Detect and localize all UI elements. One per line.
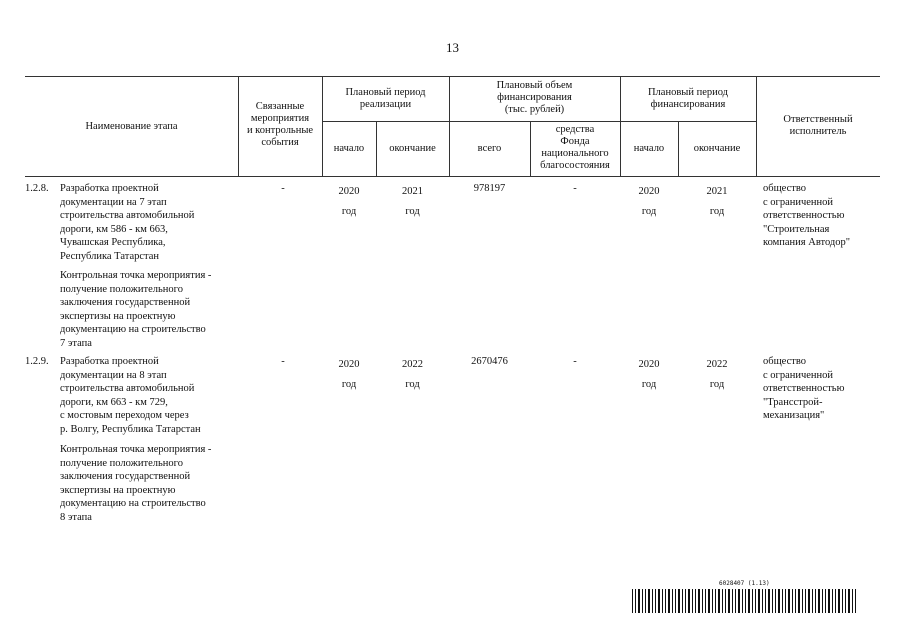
barcode-bar bbox=[652, 589, 653, 613]
header-fund-end: окончание bbox=[693, 143, 741, 154]
barcode-bar bbox=[772, 589, 773, 613]
subheader-rule-period bbox=[322, 121, 449, 122]
barcode-bar bbox=[688, 589, 690, 613]
row-fund-start-year: 2020 год bbox=[638, 186, 660, 217]
barcode-bar bbox=[712, 589, 713, 613]
row-total: 2670476 bbox=[471, 356, 508, 367]
barcode-bar bbox=[692, 589, 693, 613]
barcode-bar bbox=[672, 589, 673, 613]
barcode-bar bbox=[812, 589, 813, 613]
barcode-bar bbox=[815, 589, 816, 613]
header-related-events: Связанные мероприятия и контрольные события bbox=[246, 101, 314, 148]
barcode-bar bbox=[762, 589, 763, 613]
barcode-bar bbox=[832, 589, 833, 613]
row-stage-name: Разработка проектной документации на 7 этап строительства автомобильной дороги, км 586 - км 663, Чувашская Республика, Республика Татарстан bbox=[60, 183, 195, 262]
header-end: окончание bbox=[389, 143, 436, 154]
barcode-bar bbox=[785, 589, 786, 613]
barcode-bar bbox=[808, 589, 810, 613]
row-number: 1.2.8. bbox=[25, 183, 49, 194]
barcode-bar bbox=[818, 589, 820, 613]
barcode-bar bbox=[802, 589, 803, 613]
barcode-bar bbox=[635, 589, 636, 613]
barcode-bar bbox=[715, 589, 716, 613]
barcode-bar bbox=[632, 589, 633, 613]
header-start: начало bbox=[333, 143, 365, 154]
barcode-bar bbox=[642, 589, 643, 613]
row-responsible: общество с ограниченной ответственностью "Трансстрой- механизация" bbox=[763, 356, 845, 421]
barcode-bar bbox=[798, 589, 800, 613]
barcode-bar bbox=[782, 589, 783, 613]
row-responsible: общество с ограниченной ответственностью "Строительная компания Автодор" bbox=[763, 183, 851, 248]
barcode-bar bbox=[678, 589, 680, 613]
barcode bbox=[632, 589, 858, 613]
row-fund-end-year: 2022 год bbox=[706, 359, 728, 390]
row-start-year: 2020 год bbox=[338, 359, 360, 390]
barcode-bar bbox=[805, 589, 806, 613]
barcode-bar bbox=[755, 589, 756, 613]
barcode-bar bbox=[722, 589, 723, 613]
header-fund-start: начало bbox=[633, 143, 665, 154]
barcode-bar bbox=[775, 589, 776, 613]
barcode-bar bbox=[768, 589, 770, 613]
barcode-bar bbox=[742, 589, 743, 613]
row-related-events: - bbox=[281, 183, 285, 194]
barcode-bar bbox=[835, 589, 836, 613]
row-fund-end-year: 2021 год bbox=[706, 186, 728, 217]
row-end-year: 2022 год bbox=[402, 359, 423, 390]
barcode-bar bbox=[732, 589, 733, 613]
row-total: 978197 bbox=[473, 183, 506, 194]
table-top-rule bbox=[25, 76, 880, 77]
row-fund: - bbox=[573, 356, 577, 367]
barcode-bar bbox=[682, 589, 683, 613]
barcode-bar bbox=[702, 589, 703, 613]
subheader-rule-funding bbox=[620, 121, 756, 122]
barcode-bar bbox=[748, 589, 750, 613]
barcode-bar bbox=[708, 589, 710, 613]
barcode-bar bbox=[738, 589, 740, 613]
row-fund: - bbox=[573, 183, 577, 194]
barcode-bar bbox=[725, 589, 726, 613]
header-funding-period: Плановый период финансирования bbox=[647, 87, 729, 110]
barcode-bar bbox=[665, 589, 666, 613]
barcode-bar bbox=[662, 589, 663, 613]
header-planned-period: Плановый период реализации bbox=[345, 87, 426, 110]
barcode-bar bbox=[855, 589, 856, 613]
barcode-bar bbox=[765, 589, 766, 613]
barcode-bar bbox=[838, 589, 840, 613]
header-planned-volume: Плановый объем финансирования (тыс. рублей) bbox=[496, 80, 573, 115]
header-bottom-rule bbox=[25, 176, 880, 177]
barcode-bar bbox=[668, 589, 670, 613]
header-fund: средства Фонда национального благосостояния bbox=[540, 124, 610, 171]
row-related-events: - bbox=[281, 356, 285, 367]
barcode-bar bbox=[685, 589, 686, 613]
barcode-bar bbox=[645, 589, 646, 613]
barcode-bar bbox=[842, 589, 843, 613]
header-responsible: Ответственный исполнитель bbox=[783, 114, 853, 137]
barcode-bar bbox=[788, 589, 790, 613]
barcode-bar bbox=[822, 589, 823, 613]
barcode-bar bbox=[795, 589, 796, 613]
barcode-caption: 6028407 (1.13) bbox=[719, 580, 770, 587]
barcode-bar bbox=[658, 589, 660, 613]
barcode-bar bbox=[655, 589, 656, 613]
row-start-year: 2020 год bbox=[338, 186, 360, 217]
barcode-bar bbox=[698, 589, 700, 613]
barcode-bar bbox=[848, 589, 850, 613]
row-control-point: Контрольная точка мероприятия - получение положительного заключения государственной экспертизы на проектную документацию на строительство 8 этапа bbox=[60, 444, 212, 523]
barcode-bar bbox=[845, 589, 846, 613]
header-total: всего bbox=[477, 143, 502, 154]
row-control-point: Контрольная точка мероприятия - получение положительного заключения государственной экспертизы на проектную документацию на строительство 7 этапа bbox=[60, 270, 212, 349]
barcode-bar bbox=[735, 589, 736, 613]
barcode-bar bbox=[828, 589, 830, 613]
row-stage-name: Разработка проектной документации на 8 этап строительства автомобильной дороги, км 663 - км 729, с мостовым переходом через р. Волгу, Республика Татарстан bbox=[60, 356, 201, 435]
barcode-bar bbox=[852, 589, 853, 613]
barcode-bar bbox=[695, 589, 696, 613]
barcode-bar bbox=[825, 589, 826, 613]
barcode-bar bbox=[728, 589, 730, 613]
subheader-rule-volume bbox=[449, 121, 620, 122]
row-end-year: 2021 год bbox=[402, 186, 423, 217]
barcode-bar bbox=[718, 589, 720, 613]
barcode-bar bbox=[792, 589, 793, 613]
barcode-bar bbox=[675, 589, 676, 613]
barcode-bar bbox=[752, 589, 753, 613]
row-number: 1.2.9. bbox=[25, 356, 49, 367]
barcode-bar bbox=[778, 589, 780, 613]
page-number: 13 bbox=[446, 40, 459, 55]
barcode-bar bbox=[638, 589, 640, 613]
barcode-bar bbox=[745, 589, 746, 613]
barcode-bar bbox=[758, 589, 760, 613]
row-fund-start-year: 2020 год bbox=[638, 359, 660, 390]
barcode-bar bbox=[648, 589, 650, 613]
barcode-bar bbox=[705, 589, 706, 613]
header-stage-name: Наименование этапа bbox=[85, 121, 178, 132]
